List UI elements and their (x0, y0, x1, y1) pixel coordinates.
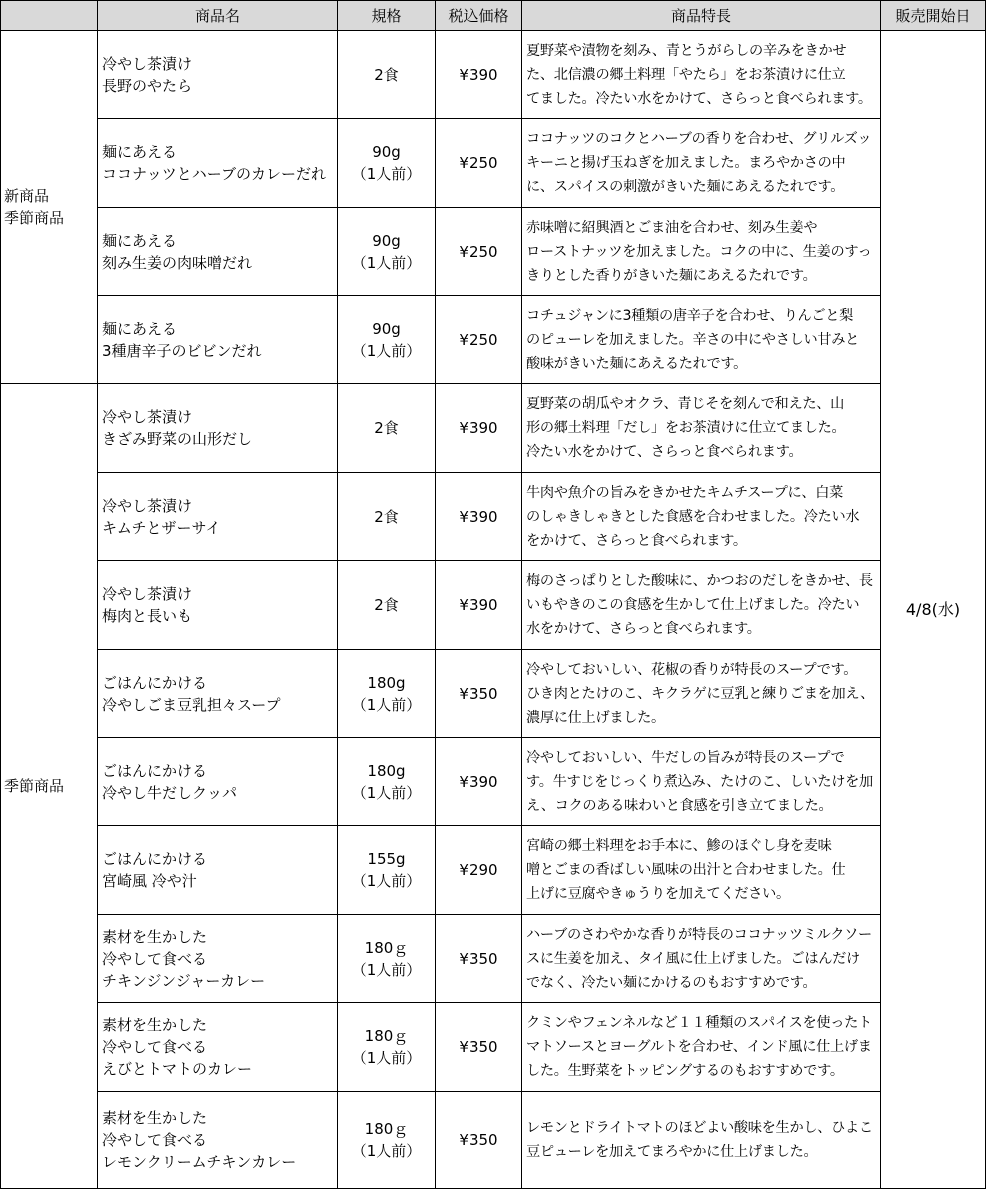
product-spec-line: （1人前） (351, 783, 422, 802)
product-description (522, 915, 881, 1003)
product-description (522, 119, 881, 208)
product-name (98, 473, 338, 561)
product-description-line: ココナッツのコクとハーブの香りを合わせ、グリルズッ (526, 131, 872, 147)
header-price: 税込価格 (436, 1, 522, 31)
product-price: ¥350 (436, 1092, 522, 1189)
product-price: ¥390 (436, 561, 522, 650)
product-name-line: 麺にあえる (102, 319, 178, 338)
product-name (98, 1092, 338, 1189)
product-spec (338, 650, 436, 738)
product-description-line: スに生姜を加え、タイ風に仕上げました。ごはんだけ (526, 950, 860, 967)
product-name-line: 刻み生姜の肉味噌だれ (102, 253, 253, 272)
product-name-line: 冷やし牛だしクッパ (102, 783, 238, 802)
product-description (522, 473, 881, 561)
product-description-line: 夏野菜の胡瓜やオクラ、青じそを刻んで和えた、山 (526, 396, 844, 412)
product-description-line: 夏野菜や漬物を刻み、青とうがらしの辛みをきかせ (526, 42, 847, 59)
product-spec (338, 31, 436, 119)
table-row (1, 738, 986, 826)
product-description (522, 208, 881, 296)
header-release: 販売開始日 (881, 1, 986, 31)
table-row (1, 826, 986, 915)
product-name (98, 208, 338, 296)
table-row (1, 561, 986, 650)
product-description-line: 水をかけて、さらっと食べられます。 (526, 621, 761, 637)
product-name (98, 384, 338, 473)
product-spec (338, 1003, 436, 1092)
product-name (98, 31, 338, 119)
product-description-line: きりとした香りがきいた麺にあえるたれです。 (526, 267, 817, 284)
product-description-line: のピューレを加えました。辛さの中にやさしい甘みと (526, 331, 860, 348)
product-spec (338, 561, 436, 650)
product-name-line: レモンクリームチキンカレー (102, 1153, 297, 1171)
product-spec-line: 180ｇ (364, 1120, 409, 1138)
product-name (98, 650, 338, 738)
product-spec-line: 90g (372, 319, 401, 338)
table-row (1, 473, 986, 561)
table-row (1, 296, 986, 384)
product-description-line: マトソースとヨーグルトを合わせ、インド風に仕上げま (526, 1039, 872, 1055)
product-spec (338, 119, 436, 208)
product-description-line: 酸味がきいた麺にあえるたれです。 (526, 355, 748, 372)
product-description-line: ハーブのさわやかな香りが特長のココナッツミルクソー (526, 926, 872, 943)
product-description (522, 384, 881, 473)
product-spec-line: （1人前） (351, 165, 422, 183)
product-description-line: 赤味噌に紹興酒とごま油を合わせ、刻み生姜や (526, 219, 818, 236)
product-description-line: た、北信濃の郷土料理「やたら」をお茶漬けに仕立 (526, 66, 846, 83)
product-spec-line: （1人前） (351, 1049, 422, 1067)
product-spec-line: （1人前） (351, 872, 422, 890)
product-description (522, 296, 881, 384)
product-spec (338, 296, 436, 384)
category-label: 季節商品 (4, 209, 65, 227)
product-price: ¥250 (436, 119, 522, 208)
release-date: 4/8(水) (881, 31, 986, 1189)
product-price: ¥390 (436, 738, 522, 826)
header-spec: 規格 (338, 1, 436, 31)
product-name (98, 915, 338, 1003)
product-name-line: 冷やして食べる (102, 1131, 208, 1149)
product-name-line: ごはんにかける (102, 673, 208, 692)
product-name-line: 素材を生かした (102, 1109, 208, 1127)
product-description-line: てました。冷たい水をかけて、さらっと食べられます。 (526, 90, 872, 107)
product-price: ¥390 (436, 31, 522, 119)
table-row (1, 915, 986, 1003)
product-name-line: 素材を生かした (102, 927, 208, 946)
product-name-line: チキンジンジャーカレー (102, 971, 266, 990)
product-name-line: 冷やし茶漬け (102, 54, 193, 73)
product-name-line: きざみ野菜の山形だし (102, 430, 253, 448)
product-description-line: に、スパイスの刺激がきいた麺にあえるたれです。 (526, 179, 845, 195)
table-row (1, 384, 986, 473)
product-name-line: 冷やし茶漬け (102, 585, 193, 603)
category-label: 季節商品 (4, 777, 65, 795)
product-name-line: 冷やし茶漬け (102, 496, 193, 515)
product-spec (338, 1092, 436, 1189)
product-description-line: え、コクのある味わいと食感を引き立てました。 (526, 797, 833, 814)
product-name (98, 561, 338, 650)
product-spec-line: 180g (367, 761, 406, 780)
product-description-line: いもやきのこの食感を生かして仕上げました。冷たい (526, 597, 860, 613)
product-description-line: した。生野菜をトッピングするのもおすすめです。 (526, 1063, 844, 1079)
product-spec-line: （1人前） (351, 960, 422, 979)
category-seasonal (1, 384, 98, 1189)
product-description-line: ローストナッツを加えました。コクの中に、生姜のすっ (526, 243, 872, 260)
product-price: ¥350 (436, 915, 522, 1003)
product-price: ¥390 (436, 384, 522, 473)
product-spec-line: 180ｇ (364, 938, 409, 957)
category-label: 新商品 (4, 187, 50, 205)
product-name (98, 1003, 338, 1092)
product-description-line: 冷たい水をかけて、さらっと食べられます。 (526, 444, 803, 460)
header-category (1, 1, 98, 31)
product-description-line: 牛肉や魚介の旨みをきかせたキムチスープに、白菜 (526, 484, 844, 501)
product-description-line: レモンとドライトマトのほどよい酸味を生かし、ひよこ (526, 1120, 873, 1136)
product-spec-line: 180ｇ (364, 1027, 409, 1045)
product-name (98, 826, 338, 915)
product-spec-line: （1人前） (351, 1142, 422, 1160)
product-description-line: 冷やしておいしい、花椒の香りが特長のスープです。 (526, 661, 858, 678)
product-name-line: 長野のやたら (102, 76, 193, 95)
product-description-line: コチュジャンに3種類の唐辛子を合わせ、りんごと梨 (526, 307, 854, 324)
product-spec-line: （1人前） (351, 695, 422, 714)
product-spec-line: 155g (367, 850, 406, 868)
product-description-line: 形の郷土料理「だし」をお茶漬けに仕立てました。 (526, 420, 846, 436)
product-name (98, 738, 338, 826)
product-spec-line: 2食 (374, 419, 399, 437)
header-features: 商品特長 (522, 1, 881, 31)
product-name-line: ココナッツとハーブのカレーだれ (102, 165, 326, 183)
product-description (522, 650, 881, 738)
table-row (1, 650, 986, 738)
product-spec (338, 826, 436, 915)
product-description-line: 噌とごまの香ばしい風味の出汁と合わせました。仕 (526, 862, 846, 878)
product-description-line: 梅のさっぱりとした酸味に、かつおのだしをきかせ、長 (526, 573, 873, 589)
product-spec-line: （1人前） (351, 253, 422, 272)
product-description-line: でなく、冷たい麺にかけるのもおすすめです。 (526, 974, 817, 991)
product-description-line: 宮崎の郷土料理をお手本に、鯵のほぐし身を麦味 (526, 838, 832, 854)
product-description-line: 濃厚に仕上げました。 (526, 709, 665, 726)
product-name-line: キムチとザーサイ (102, 518, 221, 537)
table-row (1, 208, 986, 296)
product-spec (338, 473, 436, 561)
product-name (98, 119, 338, 208)
product-description-line: ひき肉とたけのこ、キクラゲに豆乳と練りごまを加え、 (526, 685, 875, 702)
product-price: ¥290 (436, 826, 522, 915)
product-name-line: 梅肉と長いも (102, 607, 193, 625)
product-spec (338, 384, 436, 473)
product-name-line: 素材を生かした (102, 1016, 208, 1034)
product-name-line: ごはんにかける (102, 850, 208, 868)
category-new-seasonal (1, 31, 98, 384)
product-spec-line: （1人前） (351, 341, 422, 360)
product-name-line: 冷やしごま豆乳担々スープ (102, 695, 281, 714)
product-name-line: 麺にあえる (102, 231, 178, 250)
product-description-line: 冷やしておいしい、牛だしの旨みが特長のスープで (526, 749, 845, 766)
product-spec-line: 2食 (374, 596, 399, 614)
product-price: ¥250 (436, 296, 522, 384)
product-name-line: えびとトマトのカレー (102, 1060, 253, 1078)
product-description-line: す。牛すじをじっくり煮込み、たけのこ、しいたけを加 (526, 773, 873, 790)
product-description (522, 561, 881, 650)
table-row (1, 1003, 986, 1092)
product-description (522, 1092, 881, 1189)
product-description (522, 738, 881, 826)
product-description-line: 豆ピューレを加えてまろやかに仕上げました。 (526, 1144, 818, 1160)
product-description (522, 31, 881, 119)
product-description-line: クミンやフェンネルなど１１種類のスパイスを使ったト (526, 1015, 872, 1031)
product-spec-line: 2食 (374, 507, 399, 526)
product-name-line: ごはんにかける (102, 761, 208, 780)
product-spec-line: 90g (372, 231, 401, 250)
product-description-line: をかけて、さらっと食べられます。 (526, 532, 747, 549)
product-spec (338, 738, 436, 826)
product-price: ¥250 (436, 208, 522, 296)
product-name (98, 296, 338, 384)
product-name-line: 宮崎風 冷や汁 (102, 872, 197, 890)
product-price: ¥350 (436, 650, 522, 738)
product-price: ¥350 (436, 1003, 522, 1092)
product-description-line: 上げに豆腐やきゅうりを加えてください。 (526, 886, 790, 902)
product-spec (338, 208, 436, 296)
product-name-line: 冷やして食べる (102, 949, 208, 968)
product-description (522, 1003, 881, 1092)
header-row (1, 1, 986, 31)
product-price: ¥390 (436, 473, 522, 561)
product-description-line: のしゃきしゃきとした食感を合わせました。冷たい水 (526, 508, 860, 525)
product-name-line: 麺にあえる (102, 143, 178, 161)
table-row (1, 119, 986, 208)
table-row (1, 1092, 986, 1189)
product-spec-line: 180g (367, 673, 406, 692)
product-spec (338, 915, 436, 1003)
product-description-line: キーニと揚げ玉ねぎを加えました。まろやかさの中 (526, 155, 846, 171)
product-name-line: 冷やして食べる (102, 1038, 208, 1056)
product-spec-line: 90g (372, 143, 401, 161)
table-row (1, 31, 986, 119)
product-name-line: 冷やし茶漬け (102, 408, 193, 426)
product-name-line: 3種唐辛子のビビンだれ (102, 341, 262, 360)
product-description (522, 826, 881, 915)
product-spec-line: 2食 (374, 65, 399, 84)
header-name: 商品名 (98, 1, 338, 31)
